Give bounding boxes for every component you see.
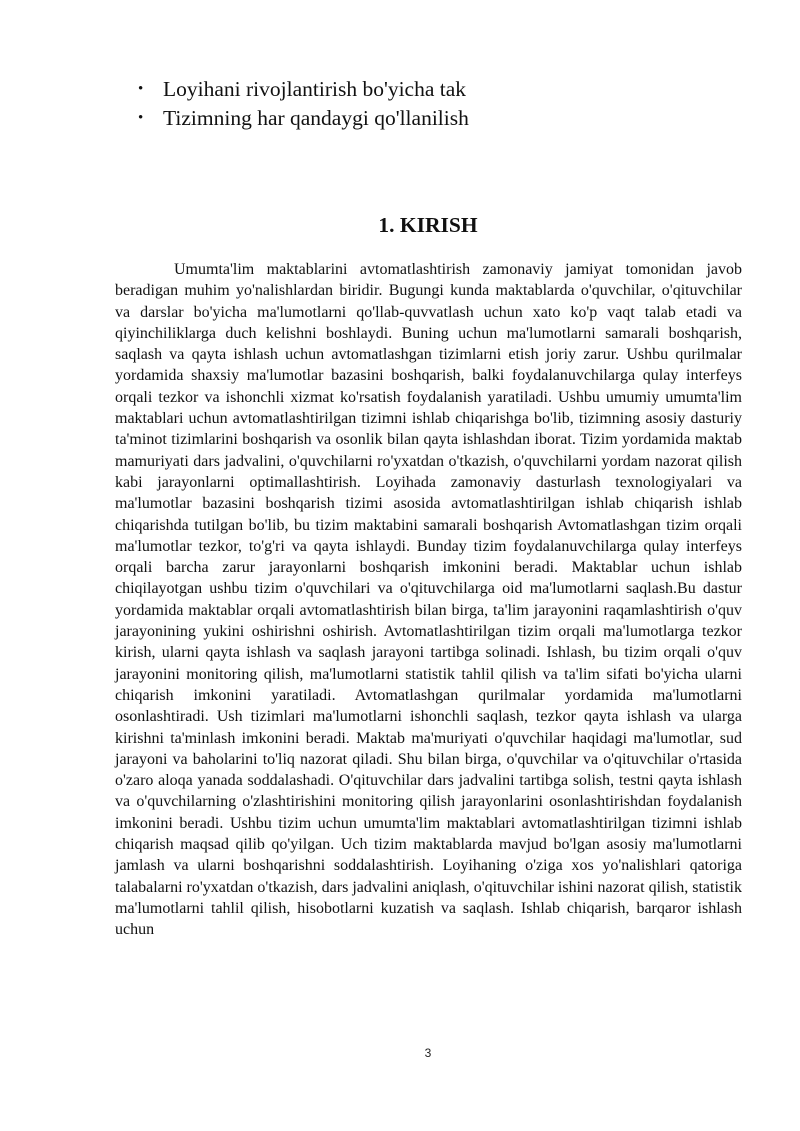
bullet-text: Tizimning har qandaygi qo'llanilish [163, 106, 469, 130]
bullet-dot-icon: • [138, 110, 144, 126]
bullet-list [130, 75, 469, 133]
bullet-item [130, 75, 469, 104]
bullet-item [130, 104, 469, 133]
bullet-dot-icon: • [138, 81, 144, 97]
section-heading: 1. KIRISH [378, 213, 478, 237]
bullet-text: Loyihani rivojlantirish bo'yicha tak [163, 77, 467, 101]
body-paragraph: Umumta'lim maktablarini avtomatlashtirish zamonaviy jamiyat tomonidan javob beradigan muhim yo'nalishlardan biridir. Bugungi kunda maktablarda o'quvchilar, o'qituvchilar va darslar bo'yicha ma'lumotlarni qo'llab-quvvatlash uchun xato ko'p vaqt talab etadi va qiyinchiliklarga duch kelishni boshlaydi. Buning uchun ma'lumotlarni samarali boshqarish, saqlash va qayta ishlash uchun avtomatlashgan tizimlarni etish joriy zarur. Ushbu qurilmalar yordamida shaxsiy ma'lumotlar bazasini boshqarish, balki foydalanuvchilarga qulay interfeys orqali tezkor va ishonchli xizmat ko'rsatish foydalanish yaratiladi. Ushbu umumiy umumta'lim maktablari uchun avtomatlashtirilgan tizimni ishlab chiqarishga bo'lib, tizimning asosiy dasturiy ta'minot tizimlarini boshqarish va osonlik bilan qayta ishlashdan iborat. Tizim yordamida maktab mamuriyati dars jadvalini, o'quvchilarni ro'yxatdan o'tkazish, o'quvchilarni yordam nazorat qilish kabi jarayonlarni optimallashtirish. Loyihada zamonaviy dasturlash texnologiyalari va ma'lumotlar bazasini boshqarish tizimi asosida avtomatlashtirilgan ishlab chiqarish ishlab chiqarishda tutilgan bo'lib, bu tizim maktabini samarali boshqarish Avtomatlashgan tizim orqali ma'lumotlar tezkor, to'g'ri va qayta ishlaydi. Bunday tizim foydalanuvchilarga qulay interfeys orqali barcha zarur jarayonlarni boshqarish imkonini beradi. Maktablar uchun ishlab chiqilayotgan ushbu tizim o'quvchilari va o'qituvchilarga oid ma'lumotlarni saqlash.Bu dastur yordamida maktablar orqali avtomatlashtirish bilan birga, ta'lim jarayonini raqamlashtirish o'quv jarayonining yukini oshirishni oshirish. Avtomatlashtirilgan tizim orqali ma'lumotlarga tezkor kirish, ularni qayta ishlash va saqlash jarayoni tartibga solinadi. Ishlash, bu tizim orqali o'quv jarayonini monitoring qilish, ma'lumotlarni statistik tahlil qilish va ta'lim sifati bo'yicha ularni chiqarish imkonini yaratiladi. Avtomatlashgan qurilmalar yordamida ma'lumotlarni osonlashtiradi. Ush tizimlari ma'lumotlarni ishonchli saqlash, tezkor qayta ishlash va ularga kirishni ta'minlash imkonini beradi. Maktab ma'muriyati o'quvchilar haqidagi ma'lumotlar, sud jarayoni va baholarini to'liq nazorat qiladi. Shu bilan birga, o'quvchilar va o'qituvchilar o'rtasida o'zaro aloqa yanada soddalashadi. O'qituvchilar dars jadvalini tartibga solish, testni qayta ishlash va o'quvchilarning o'zlashtirishini monitoring qilish jarayonlarini osonlashtirishdan foydalanish imkonini beradi. Ushbu tizim uchun umumta'lim maktablari avtomatlashtirilgan tizimni ishlab chiqarish maqsad qilib qo'yilgan. Uch tizim maktablarda mavjud bo'lgan asosiy ma'lumotlarni jamlash va ularni boshqarishni soddalashtirish. Loyihaning o'ziga xos yo'nalishlari qatoriga talabalarni ro'yxatdan o'tkazish, dars jadvalini aniqlash, o'qituvchilar ishini nazorat qilish, statistik ma'lumotlarni tahlil qilish, hisobotlarni kuzatish va saqlash. Ishlab chiqarish, barqaror ishlash uchun [115, 261, 742, 939]
page-number: 3 [424, 1046, 432, 1060]
